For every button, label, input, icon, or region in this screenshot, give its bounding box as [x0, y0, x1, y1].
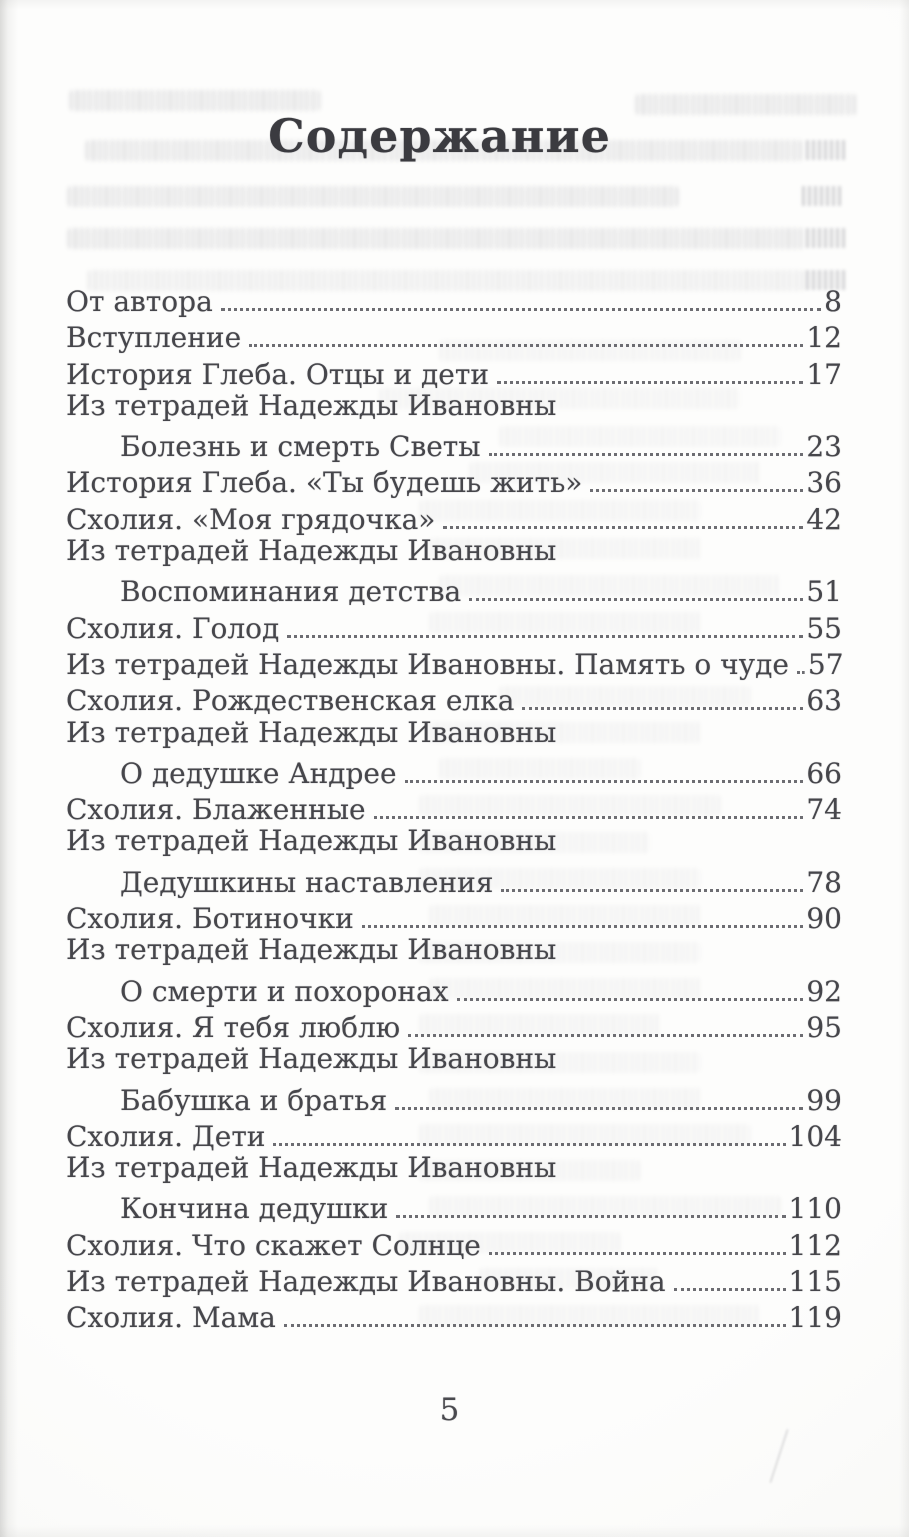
bleed-through-text: [68, 228, 804, 249]
toc-entry: [66, 461, 842, 500]
scan-scratch-artifact: [769, 1429, 788, 1483]
toc-title: Содержание: [268, 108, 611, 163]
toc-entry: [66, 933, 842, 969]
dot-leader-icon: [590, 461, 803, 492]
toc-entry: [66, 534, 842, 570]
dot-leader-icon: [408, 1006, 803, 1037]
dot-leader-icon: [405, 752, 804, 783]
toc-entry: [66, 1151, 842, 1187]
toc-entry: [66, 1079, 842, 1115]
toc-entry-title: Из тетрадей Надежды Ивановны. Память о чуде: [66, 647, 789, 681]
toc-entry-title: Схолия. Что скажет Солнце: [66, 1228, 481, 1262]
toc-entry-title: Болезнь и смерть Светы: [120, 430, 481, 464]
toc-entry: [66, 716, 842, 752]
toc-entry: [66, 353, 842, 389]
dot-leader-icon: [396, 1187, 785, 1218]
toc-entry-page: 99: [806, 1083, 842, 1117]
toc-entry: [66, 1224, 842, 1260]
toc-entry: [66, 788, 842, 827]
folio-page-number: 5: [439, 1392, 460, 1428]
toc-entry-page: 95: [806, 1010, 842, 1044]
toc-entry-page: 74: [806, 793, 842, 827]
dot-leader-icon: [522, 679, 803, 710]
dot-leader-icon: [362, 897, 804, 928]
toc-entry: [66, 280, 842, 316]
toc-entry-page: 78: [806, 865, 842, 899]
table-of-contents: [66, 280, 842, 1333]
toc-entry: [66, 897, 842, 936]
toc-entry: [66, 1296, 842, 1335]
toc-entry: [66, 498, 842, 534]
toc-entry: [66, 425, 842, 464]
dot-leader-icon: [469, 570, 803, 601]
toc-entry-page: 8: [824, 285, 842, 318]
dot-leader-icon: [797, 643, 805, 674]
dot-leader-icon: [221, 280, 821, 311]
toc-entry-page: 119: [788, 1301, 842, 1335]
toc-entry-title: Схолия. Дети: [66, 1119, 266, 1153]
toc-entry-title: Схолия. Ботиночки: [66, 902, 354, 936]
toc-entry: [66, 389, 842, 425]
toc-entry: [66, 970, 842, 1006]
toc-entry: [66, 316, 842, 355]
dot-leader-icon: [284, 1296, 786, 1327]
toc-entry-page: 90: [806, 902, 842, 936]
toc-entry-page: 36: [806, 466, 842, 500]
toc-entry: [66, 861, 842, 897]
toc-entry-title: Схолия. Я тебя люблю: [66, 1010, 401, 1044]
toc-entry-page: 112: [788, 1228, 842, 1262]
toc-entry: [66, 1187, 842, 1226]
toc-entry-title: Из тетрадей Надежды Ивановны: [66, 1151, 557, 1185]
toc-entry-page: 17: [806, 357, 842, 391]
toc-entry-title: Схолия. Мама: [66, 1301, 276, 1335]
dot-leader-icon: [395, 1079, 803, 1110]
dot-leader-icon: [374, 788, 804, 819]
toc-entry-page: 66: [806, 756, 842, 790]
toc-entry-title: Из тетрадей Надежды Ивановны: [66, 1042, 557, 1076]
toc-entry-title: Кончина дедушки: [120, 1192, 389, 1226]
toc-entry: [66, 643, 842, 679]
dot-leader-icon: [674, 1260, 786, 1291]
dot-leader-icon: [457, 970, 804, 1001]
dot-leader-icon: [489, 425, 804, 456]
toc-entry-page: 23: [806, 430, 842, 464]
toc-entry-page: 57: [807, 647, 844, 681]
toc-entry-title: Схолия. Блаженные: [66, 793, 366, 827]
toc-entry-page: 110: [788, 1192, 842, 1226]
toc-entry: [66, 1115, 842, 1151]
dot-leader-icon: [489, 1224, 786, 1255]
toc-entry-title: От автора: [66, 285, 213, 318]
toc-entry-title: Из тетрадей Надежды Ивановны: [66, 824, 557, 858]
dot-leader-icon: [497, 353, 803, 384]
toc-entry-title: Воспоминания детства: [120, 575, 462, 609]
toc-entry-title: Схолия. «Моя грядочка»: [66, 502, 436, 536]
toc-entry-title: Бабушка и братья: [120, 1083, 388, 1117]
toc-entry: [66, 1006, 842, 1042]
toc-entry: [66, 679, 842, 718]
bleed-through-text: [68, 186, 678, 207]
toc-entry-title: О смерти и похоронах: [120, 974, 449, 1008]
bleed-through-page-number: [802, 186, 844, 206]
toc-entry-title: История Глеба. «Ты будешь жить»: [66, 466, 583, 500]
toc-entry: [66, 1260, 842, 1299]
toc-entry-page: 92: [806, 974, 842, 1008]
toc-entry: [66, 570, 842, 609]
toc-entry-page: 63: [806, 684, 842, 718]
toc-entry-title: Вступление: [66, 321, 242, 355]
toc-entry-title: История Глеба. Отцы и дети: [66, 357, 490, 391]
dot-leader-icon: [249, 316, 803, 347]
toc-entry-title: Из тетрадей Надежды Ивановны: [66, 534, 557, 568]
toc-entry-page: 12: [806, 321, 842, 355]
toc-entry-page: 42: [806, 502, 842, 536]
toc-entry: [66, 752, 842, 788]
toc-entry-page: 104: [788, 1119, 842, 1153]
toc-entry: [66, 607, 842, 643]
toc-entry-title: Из тетрадей Надежды Ивановны: [66, 715, 557, 749]
toc-entry-title: Схолия. Голод: [66, 611, 280, 645]
toc-entry-title: О дедушке Андрее: [120, 756, 397, 790]
dot-leader-icon: [443, 498, 803, 529]
dot-leader-icon: [501, 861, 803, 892]
toc-entry-title: Из тетрадей Надежды Ивановны: [66, 933, 557, 967]
toc-entry-page: 55: [806, 611, 842, 645]
toc-entry: [66, 824, 842, 860]
toc-entry-title: Из тетрадей Надежды Ивановны: [66, 388, 557, 422]
toc-entry-title: Схолия. Рождественская елка: [66, 684, 515, 718]
toc-entry: [66, 1042, 842, 1078]
toc-entry-title: Дедушкины наставления: [120, 865, 494, 899]
dot-leader-icon: [287, 607, 803, 638]
bleed-through-page-number: [806, 228, 848, 248]
toc-entry-page: 51: [806, 575, 842, 609]
dot-leader-icon: [273, 1115, 785, 1146]
toc-entry-title: Из тетрадей Надежды Ивановны. Война: [66, 1265, 666, 1299]
toc-entry-page: 115: [788, 1265, 842, 1299]
